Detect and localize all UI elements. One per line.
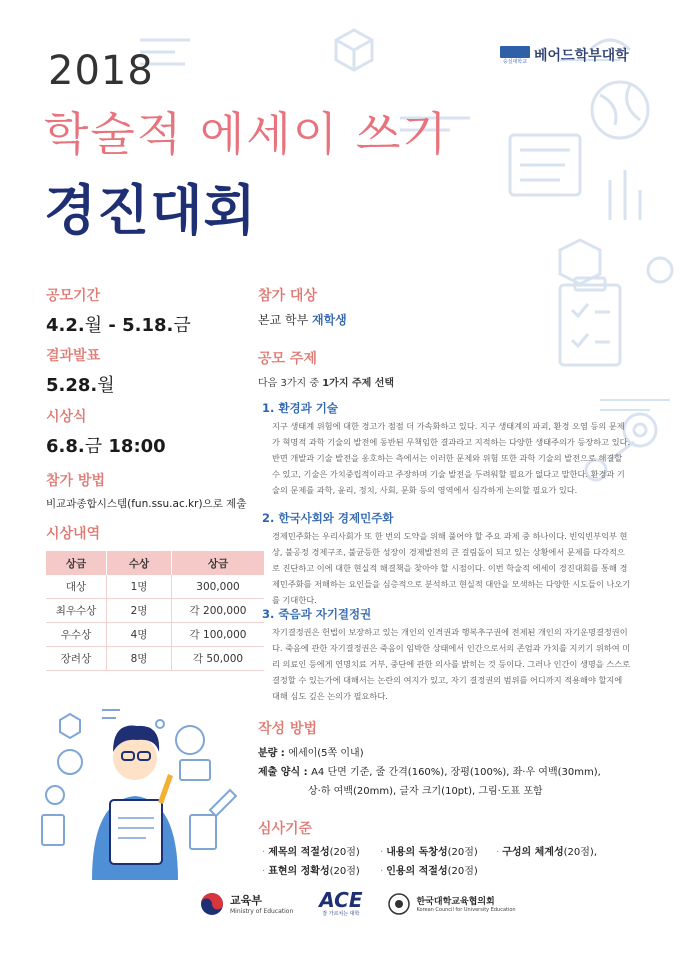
award-count: 8명 <box>107 647 172 671</box>
university-logo-mark: 숭실대학교 <box>500 44 530 66</box>
result-label: 결과발표 <box>46 348 101 364</box>
table-row <box>46 575 264 599</box>
table-row <box>46 647 264 671</box>
awards-header: 수상 <box>107 551 172 575</box>
topic-title: 1. 환경과 기술 <box>262 401 338 415</box>
awards-header: 상금 <box>46 551 107 575</box>
target-label: 참가 대상 <box>258 288 317 304</box>
period-value: 4.2.월 - 5.18.금 <box>46 315 191 336</box>
writing-format-cont: 상·하 여백(20mm), 글자 크기(10pt), 그림·도표 포함 <box>308 786 543 797</box>
university-logo <box>500 44 629 66</box>
award-prize: 각 200,000 <box>172 599 265 623</box>
method-section <box>46 470 246 511</box>
method-label: 참가 방법 <box>46 473 105 489</box>
topic-title: 3. 죽음과 자기결정권 <box>262 607 372 621</box>
award-count: 1명 <box>107 575 172 599</box>
college-name: 베어드학부대학 <box>534 48 629 64</box>
criteria-section <box>258 818 312 838</box>
awards-section <box>46 523 264 671</box>
award-count: 2명 <box>107 599 172 623</box>
topic-title: 2. 한국사회와 경제민주화 <box>262 511 394 525</box>
target-section <box>258 285 347 328</box>
target-text: 본교 학부 재학생 <box>258 313 347 327</box>
award-count: 4명 <box>107 623 172 647</box>
event-title: 학술적 에세이 쓰기 <box>44 107 449 161</box>
table-row <box>46 599 264 623</box>
taegeuk-icon <box>200 892 224 916</box>
result-value: 5.28.월 <box>46 375 115 396</box>
writing-amount: 분량 : 에세이(5쪽 이내) <box>258 748 364 759</box>
period-section <box>46 285 191 337</box>
awards-header: 상금 <box>172 551 265 575</box>
award-name: 대상 <box>46 575 107 599</box>
event-subtitle: 경진대회 <box>44 179 257 242</box>
topic-section <box>258 348 394 389</box>
writing-format: 제출 양식 : A4 단면 기준, 줄 간격(160%), 장평(100%), 좌·우 여백(30mm), <box>258 767 601 778</box>
topic-body: 경제민주화는 우리사회가 또 한 번의 도약을 위해 풀어야 할 주요 과제 중 하나이다. 빈익빈부익부 현상, 불공정 경제구조, 불균등한 성장이 경제발전의 큰 걸림돌이 되고 있는 상황에서 문제를 다각적으로 진단하고 이에 대한 현실적 해결책을 찾아야 할 시점이다. 이번 학술적 에세이 경진대회를 통해 경제민주화를 저해하는 요인들을 심층적으로 분석하고 현실적 대안을 모색하는 다양한 시도들이 나오기를 기대한다. <box>272 531 631 605</box>
topic-body: 지구 생태계 위험에 대한 경고가 점점 더 가속화하고 있다. 지구 생태계의 파괴, 환경 오염 등의 문제가 혁명적 과학 기술의 발전에 동반된 무책임한 결과라고 지적하는 다양한 생태주의가 등장하고 있다. 반면 개발과 기술 발전을 옹호하는 측에서는 이러한 문제와 위험 또한 과학 기술의 발전으로 해결할 수 있고, 기술은 가치중립적이라고 주장하며 기술 발전을 두려워할 필요가 없다고 말한다. 환경과 기술의 문제를 과학, 윤리, 정치, 사회, 문화 등의 영역에서 심각하게 논의할 필요가 있다. <box>272 421 631 495</box>
criteria-item: · 표현의 정확성(20점) <box>262 866 360 877</box>
event-year: 2018 <box>48 48 154 94</box>
kcue-emblem-icon <box>388 893 410 915</box>
award-name: 최우수상 <box>46 599 107 623</box>
awards-table <box>46 551 264 671</box>
moe-logo: 교육부 Ministry of Education <box>200 892 293 916</box>
method-text: 비교과종합시스템(fun.ssu.ac.kr)으로 제출 <box>46 498 247 510</box>
period-label: 공모기간 <box>46 288 101 304</box>
topic-intro: 다음 3가지 중 1가지 주제 선택 <box>258 378 395 389</box>
criteria-label: 심사기준 <box>258 821 313 837</box>
awards-label: 시상내역 <box>46 526 101 542</box>
award-name: 장려상 <box>46 647 107 671</box>
writing-label: 작성 방법 <box>258 721 317 737</box>
award-prize: 300,000 <box>172 575 265 599</box>
kcue-logo: 한국대학교육협의회 Korean Council for University Education <box>388 893 515 915</box>
result-section <box>46 345 115 397</box>
topic-2 <box>262 510 632 608</box>
award-name: 우수상 <box>46 623 107 647</box>
ceremony-label: 시상식 <box>46 409 87 425</box>
ceremony-section <box>46 406 166 458</box>
topic-label: 공모 주제 <box>258 351 317 367</box>
criteria-item: · 내용의 독창성(20점) <box>380 847 478 858</box>
awards-header-row <box>46 551 264 575</box>
criteria-item: · 제목의 적절성(20점) <box>262 847 360 858</box>
criteria-item: · 인용의 적절성(20점) <box>380 866 478 877</box>
topic-3 <box>262 606 632 704</box>
student-writing-illustration <box>30 700 240 880</box>
topic-1 <box>262 400 632 498</box>
award-prize: 각 50,000 <box>172 647 265 671</box>
writing-section <box>258 718 601 797</box>
ace-logo: ACE 잘 가르치는 대학 <box>319 888 363 917</box>
sponsor-logos <box>200 890 516 917</box>
ceremony-value: 6.8.금 18:00 <box>46 436 166 457</box>
award-prize: 각 100,000 <box>172 623 265 647</box>
table-row <box>46 623 264 647</box>
criteria-item: · 구성의 체계성(20점), <box>496 847 598 858</box>
topic-body: 자기결정권은 헌법이 보장하고 있는 개인의 인격권과 행복추구권에 전제된 개인의 자기운명결정권이다. 죽음에 관한 자기결정권은 죽음이 임박한 상태에서 인간으로서의 존엄과 가치를 지키기 위하여 미리 의료인 등에게 연명치료 거부, 중단에 관한 의사를 밝히는 것 등이다. 그러나 인간이 생명을 스스로 결정할 수 있는가에 대해서는 논란의 여지가 있고, 자기 결정권의 범위를 어디까지 적용해야 할지에 대해 심도 깊은 논의가 필요하다. <box>272 627 631 701</box>
